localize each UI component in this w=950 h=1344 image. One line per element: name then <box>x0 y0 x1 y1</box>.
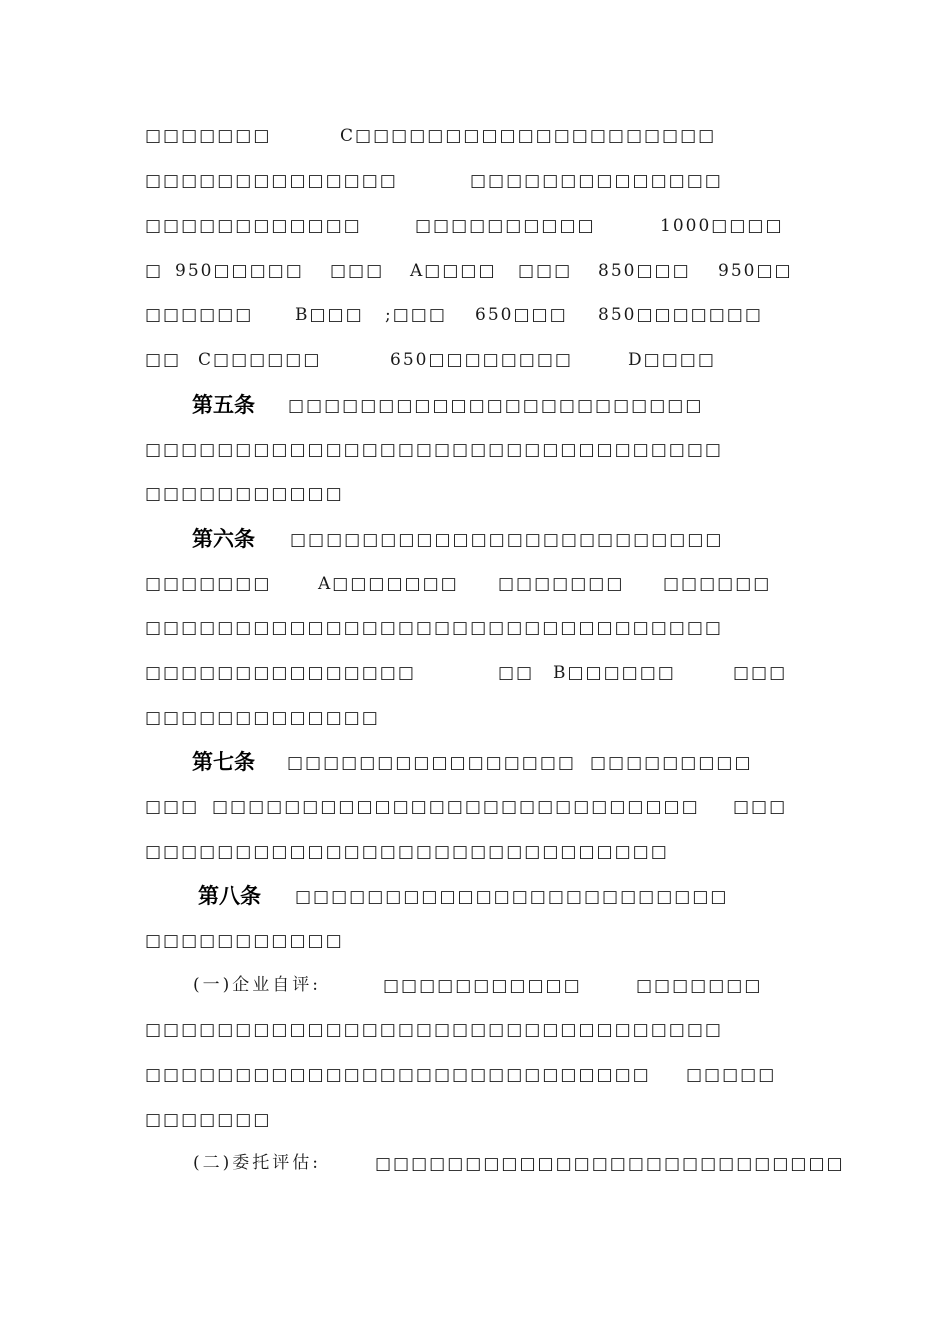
text-line-1-seg-1: □□□□□□□ <box>145 126 272 146</box>
text-line-4-seg-1: □ <box>145 261 164 281</box>
text-line-8-seg-1: □□□□□□□□□□□□□□□□□□□□□□□□□□□□□□□□ <box>145 440 723 460</box>
text-line-3-seg-1: □□□□□□□□□□□□ <box>145 216 362 236</box>
text-line-7-seg-1: □□□□□□□□□□□□□□□□□□□□□□□ <box>288 396 704 416</box>
text-line-20-seg-2: □□□□□□□ <box>636 976 763 996</box>
text-line-15-seg-2: □□□□□□□□□ <box>590 753 753 773</box>
text-line-3-seg-2: □□□□□□□□□□ <box>415 216 596 236</box>
text-line-6-seg-3: 650□□□□□□□□ <box>390 350 573 370</box>
text-line-5-seg-3: ;□□□ <box>385 305 447 325</box>
text-line-5-seg-2: B□□□ <box>295 305 364 325</box>
text-line-4-seg-7: 950□□ <box>718 261 793 281</box>
text-line-11-seg-2: A□□□□□□□ <box>318 574 459 594</box>
text-line-13-seg-1: □□□□□□□□□□□□□□□ <box>145 663 416 683</box>
text-line-15-seg-1: □□□□□□□□□□□□□□□□ <box>287 753 576 773</box>
text-line-5-seg-1: □□□□□□ <box>145 305 254 325</box>
text-line-4-seg-3: □□□ <box>330 261 385 281</box>
text-line-17-seg-1: □□□□□□□□□□□□□□□□□□□□□□□□□□□□□ <box>145 842 669 862</box>
text-line-11-seg-4: □□□□□□ <box>663 574 772 594</box>
text-line-6-seg-2: C□□□□□□ <box>198 350 322 370</box>
item-1-subheading: (一)企业自评: <box>193 975 321 995</box>
text-line-12-seg-1: □□□□□□□□□□□□□□□□□□□□□□□□□□□□□□□□ <box>145 618 723 638</box>
item-2-subheading: (二)委托评估: <box>193 1153 321 1173</box>
text-line-16-seg-3: □□□ <box>733 797 788 817</box>
text-line-16-seg-1: □□□ <box>145 797 200 817</box>
text-line-4-seg-4: A□□□□ <box>410 261 497 281</box>
text-line-11-seg-3: □□□□□□□ <box>498 574 625 594</box>
text-line-21-seg-1: □□□□□□□□□□□□□□□□□□□□□□□□□□□□□□□□ <box>145 1020 723 1040</box>
text-line-19-seg-1: □□□□□□□□□□□ <box>145 931 344 951</box>
text-line-5-seg-5: 850□□□□□□□ <box>598 305 763 325</box>
text-line-13-seg-4: □□□ <box>733 663 788 683</box>
text-line-18-seg-1: □□□□□□□□□□□□□□□□□□□□□□□□ <box>295 887 729 907</box>
text-line-2-seg-2: □□□□□□□□□□□□□□ <box>470 171 723 191</box>
article-7-heading: 第七条 <box>192 750 255 774</box>
text-line-4-seg-2: 950□□□□□ <box>175 261 304 281</box>
text-line-9-seg-1: □□□□□□□□□□□ <box>145 484 344 504</box>
text-line-10-seg-1: □□□□□□□□□□□□□□□□□□□□□□□□ <box>290 530 724 550</box>
text-line-3-seg-3: 1000□□□□ <box>660 216 784 236</box>
text-line-23-seg-1: □□□□□□□ <box>145 1110 272 1130</box>
article-8-heading: 第八条 <box>198 884 261 908</box>
text-line-4-seg-5: □□□ <box>518 261 573 281</box>
text-line-2-seg-1: □□□□□□□□□□□□□□ <box>145 171 398 191</box>
text-line-24-seg-1: □□□□□□□□□□□□□□□□□□□□□□□□□□ <box>375 1154 845 1174</box>
text-line-20-seg-1: □□□□□□□□□□□ <box>383 976 582 996</box>
text-line-13-seg-2: □□ <box>498 663 535 683</box>
text-line-11-seg-1: □□□□□□□ <box>145 574 272 594</box>
text-line-1-seg-2: C□□□□□□□□□□□□□□□□□□□□ <box>340 126 717 146</box>
text-line-6-seg-4: D□□□□ <box>628 350 716 370</box>
article-5-heading: 第五条 <box>192 393 255 417</box>
text-line-5-seg-4: 650□□□ <box>475 305 568 325</box>
text-line-14-seg-1: □□□□□□□□□□□□□ <box>145 708 380 728</box>
text-line-13-seg-3: B□□□□□□ <box>553 663 676 683</box>
text-line-6-seg-1: □□ <box>145 350 182 370</box>
text-line-4-seg-6: 850□□□ <box>598 261 691 281</box>
text-line-22-seg-2: □□□□□ <box>686 1065 777 1085</box>
text-line-22-seg-1: □□□□□□□□□□□□□□□□□□□□□□□□□□□□ <box>145 1065 651 1085</box>
text-line-16-seg-2: □□□□□□□□□□□□□□□□□□□□□□□□□□□ <box>212 797 700 817</box>
article-6-heading: 第六条 <box>192 527 255 551</box>
